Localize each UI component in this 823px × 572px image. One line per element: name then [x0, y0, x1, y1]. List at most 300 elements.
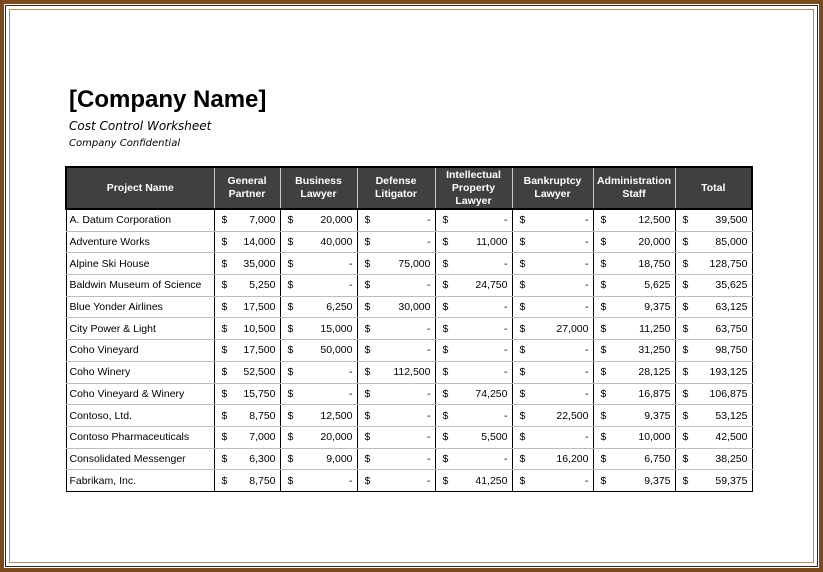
amount-value: - — [427, 214, 431, 227]
amount-value: 12,500 — [638, 214, 671, 227]
cell-project-name[interactable]: Coho Winery — [66, 361, 214, 383]
cell-general-partner[interactable] — [214, 340, 280, 362]
amount-value: 7,000 — [249, 431, 276, 444]
amount-value: 10,000 — [638, 431, 671, 444]
cell-general-partner[interactable] — [214, 448, 280, 470]
cell-business-lawyer[interactable] — [280, 231, 357, 253]
cell-bankruptcy-lawyer[interactable] — [512, 340, 593, 362]
cell-business-lawyer[interactable] — [280, 209, 357, 231]
currency-symbol: $ — [287, 387, 294, 400]
cell-general-partner[interactable] — [214, 275, 280, 297]
currency-symbol: $ — [600, 474, 607, 487]
amount-value: 7,000 — [249, 214, 276, 227]
cell-ip-lawyer[interactable] — [435, 231, 512, 253]
currency-symbol: $ — [600, 214, 607, 227]
amount-value: 9,000 — [326, 452, 353, 465]
currency-symbol: $ — [287, 366, 294, 379]
cell-ip-lawyer[interactable] — [435, 383, 512, 405]
currency-symbol: $ — [221, 452, 228, 465]
currency-symbol: $ — [682, 474, 689, 487]
cell-business-lawyer[interactable] — [280, 426, 357, 448]
currency-symbol: $ — [600, 409, 607, 422]
currency-symbol: $ — [221, 474, 228, 487]
currency-symbol: $ — [221, 344, 228, 357]
amount-value: - — [585, 257, 589, 270]
amount-value: - — [504, 322, 508, 335]
col-header-ip-lawyer[interactable]: Intellectual Property Lawyer — [435, 167, 512, 209]
cell-ip-lawyer[interactable] — [435, 209, 512, 231]
cell-project-name[interactable]: Fabrikam, Inc. — [66, 470, 214, 492]
cell-business-lawyer[interactable] — [280, 383, 357, 405]
cell-admin-staff[interactable] — [593, 231, 675, 253]
cell-admin-staff[interactable] — [593, 448, 675, 470]
currency-symbol: $ — [364, 214, 371, 227]
amount-value: 9,375 — [644, 301, 671, 314]
currency-symbol: $ — [442, 301, 449, 314]
cell-business-lawyer[interactable] — [280, 253, 357, 275]
cell-total[interactable] — [675, 231, 752, 253]
amount-value: - — [427, 322, 431, 335]
currency-symbol: $ — [364, 301, 371, 314]
cell-total[interactable] — [675, 340, 752, 362]
cell-total[interactable] — [675, 405, 752, 427]
cell-business-lawyer[interactable] — [280, 470, 357, 492]
amount-value: 8,750 — [249, 409, 276, 422]
amount-value: 31,250 — [638, 344, 671, 357]
currency-symbol: $ — [287, 214, 294, 227]
currency-symbol: $ — [600, 431, 607, 444]
col-header-project-name[interactable]: Project Name — [66, 167, 214, 209]
amount-value: 5,625 — [644, 279, 671, 292]
cell-admin-staff[interactable] — [593, 209, 675, 231]
currency-symbol: $ — [442, 409, 449, 422]
currency-symbol: $ — [221, 387, 228, 400]
cell-general-partner[interactable] — [214, 296, 280, 318]
amount-value: - — [585, 279, 589, 292]
table-row — [66, 253, 752, 275]
cost-table — [65, 166, 753, 492]
table-row — [66, 275, 752, 297]
currency-symbol: $ — [287, 236, 294, 249]
table-row — [66, 209, 752, 231]
cell-project-name[interactable]: Consolidated Messenger — [66, 448, 214, 470]
currency-symbol: $ — [519, 431, 526, 444]
cell-project-name[interactable]: Blue Yonder Airlines — [66, 296, 214, 318]
amount-value: 63,125 — [715, 301, 748, 314]
currency-symbol: $ — [364, 452, 371, 465]
currency-symbol: $ — [287, 409, 294, 422]
cell-bankruptcy-lawyer[interactable] — [512, 253, 593, 275]
currency-symbol: $ — [519, 474, 526, 487]
currency-symbol: $ — [442, 322, 449, 335]
currency-symbol: $ — [682, 387, 689, 400]
amount-value: 24,750 — [475, 279, 508, 292]
cell-admin-staff[interactable] — [593, 426, 675, 448]
cell-business-lawyer[interactable] — [280, 275, 357, 297]
cell-general-partner[interactable] — [214, 426, 280, 448]
amount-value: 17,500 — [243, 301, 276, 314]
cell-business-lawyer[interactable] — [280, 296, 357, 318]
cell-business-lawyer[interactable] — [280, 448, 357, 470]
amount-value: - — [585, 387, 589, 400]
amount-value: 38,250 — [715, 452, 748, 465]
amount-value: 74,250 — [475, 387, 508, 400]
amount-value: - — [427, 279, 431, 292]
cell-project-name[interactable]: Coho Vineyard & Winery — [66, 383, 214, 405]
amount-value: 5,250 — [249, 279, 276, 292]
currency-symbol: $ — [287, 452, 294, 465]
cell-admin-staff[interactable] — [593, 318, 675, 340]
cell-bankruptcy-lawyer[interactable] — [512, 361, 593, 383]
currency-symbol: $ — [519, 301, 526, 314]
amount-value: 20,000 — [638, 236, 671, 249]
table-row — [66, 340, 752, 362]
amount-value: - — [585, 214, 589, 227]
amount-value: 5,500 — [481, 431, 508, 444]
cell-total[interactable] — [675, 296, 752, 318]
amount-value: - — [504, 366, 508, 379]
currency-symbol: $ — [442, 452, 449, 465]
table-row — [66, 296, 752, 318]
currency-symbol: $ — [519, 387, 526, 400]
amount-value: 85,000 — [715, 236, 748, 249]
currency-symbol: $ — [364, 344, 371, 357]
cell-ip-lawyer[interactable] — [435, 405, 512, 427]
cell-defense-litigator[interactable] — [357, 318, 435, 340]
cell-business-lawyer[interactable] — [280, 318, 357, 340]
currency-symbol: $ — [364, 236, 371, 249]
amount-value: - — [427, 431, 431, 444]
cell-general-partner[interactable] — [214, 209, 280, 231]
amount-value: 75,000 — [398, 257, 431, 270]
amount-value: 11,250 — [639, 322, 671, 335]
currency-symbol: $ — [682, 257, 689, 270]
table-row — [66, 470, 752, 492]
currency-symbol: $ — [519, 257, 526, 270]
currency-symbol: $ — [442, 257, 449, 270]
confidential-label[interactable]: Company Confidential — [69, 138, 181, 149]
cell-total[interactable] — [675, 361, 752, 383]
currency-symbol: $ — [221, 257, 228, 270]
currency-symbol: $ — [600, 257, 607, 270]
cell-ip-lawyer[interactable] — [435, 361, 512, 383]
cell-defense-litigator[interactable] — [357, 231, 435, 253]
cell-general-partner[interactable] — [214, 383, 280, 405]
currency-symbol: $ — [442, 431, 449, 444]
amount-value: 20,000 — [320, 214, 353, 227]
cell-bankruptcy-lawyer[interactable] — [512, 383, 593, 405]
cell-defense-litigator[interactable] — [357, 470, 435, 492]
currency-symbol: $ — [221, 431, 228, 444]
amount-value: 9,375 — [644, 474, 671, 487]
cell-bankruptcy-lawyer[interactable] — [512, 231, 593, 253]
cell-project-name[interactable]: Alpine Ski House — [66, 253, 214, 275]
amount-value: 39,500 — [715, 214, 748, 227]
cell-business-lawyer[interactable] — [280, 361, 357, 383]
cell-project-name[interactable]: Contoso Pharmaceuticals — [66, 426, 214, 448]
amount-value: - — [504, 257, 508, 270]
cell-project-name[interactable]: Baldwin Museum of Science — [66, 275, 214, 297]
table-row — [66, 231, 752, 253]
amount-value: 18,750 — [638, 257, 671, 270]
amount-value: 50,000 — [320, 344, 353, 357]
amount-value: 15,750 — [243, 387, 276, 400]
amount-value: 6,300 — [249, 452, 276, 465]
amount-value: 9,375 — [644, 409, 671, 422]
amount-value: - — [585, 344, 589, 357]
amount-value: - — [349, 257, 353, 270]
currency-symbol: $ — [682, 214, 689, 227]
currency-symbol: $ — [442, 279, 449, 292]
cell-total[interactable] — [675, 470, 752, 492]
amount-value: - — [585, 474, 589, 487]
currency-symbol: $ — [682, 452, 689, 465]
currency-symbol: $ — [682, 366, 689, 379]
currency-symbol: $ — [221, 366, 228, 379]
currency-symbol: $ — [600, 344, 607, 357]
currency-symbol: $ — [221, 301, 228, 314]
col-header-business-lawyer[interactable]: Business Lawyer — [280, 167, 357, 209]
cell-general-partner[interactable] — [214, 318, 280, 340]
amount-value: 41,250 — [475, 474, 508, 487]
amount-value: 16,200 — [556, 452, 589, 465]
cell-admin-staff[interactable] — [593, 470, 675, 492]
amount-value: - — [349, 366, 353, 379]
cell-project-name[interactable]: Contoso, Ltd. — [66, 405, 214, 427]
currency-symbol: $ — [519, 279, 526, 292]
amount-value: 40,000 — [320, 236, 353, 249]
table-body — [66, 209, 752, 491]
currency-symbol: $ — [221, 409, 228, 422]
cell-general-partner[interactable] — [214, 361, 280, 383]
amount-value: - — [427, 409, 431, 422]
amount-value: - — [504, 214, 508, 227]
col-header-total[interactable]: Total — [675, 167, 752, 209]
cell-ip-lawyer[interactable] — [435, 340, 512, 362]
cell-project-name[interactable]: City Power & Light — [66, 318, 214, 340]
amount-value: 20,000 — [320, 431, 353, 444]
col-header-bankruptcy-lawyer[interactable]: Bankruptcy Lawyer — [512, 167, 593, 209]
cell-admin-staff[interactable] — [593, 383, 675, 405]
amount-value: 35,000 — [243, 257, 276, 270]
table-row — [66, 361, 752, 383]
currency-symbol: $ — [600, 301, 607, 314]
cell-total[interactable] — [675, 426, 752, 448]
currency-symbol: $ — [287, 279, 294, 292]
cell-project-name[interactable]: A. Datum Corporation — [66, 209, 214, 231]
cell-defense-litigator[interactable] — [357, 296, 435, 318]
currency-symbol: $ — [442, 387, 449, 400]
amount-value: - — [585, 301, 589, 314]
amount-value: - — [504, 409, 508, 422]
currency-symbol: $ — [287, 322, 294, 335]
amount-value: - — [349, 474, 353, 487]
col-header-defense-litigator[interactable]: Defense Litigator — [357, 167, 435, 209]
cell-business-lawyer[interactable] — [280, 340, 357, 362]
cell-general-partner[interactable] — [214, 253, 280, 275]
amount-value: - — [427, 474, 431, 487]
currency-symbol: $ — [364, 279, 371, 292]
amount-value: 128,750 — [709, 257, 748, 270]
cell-ip-lawyer[interactable] — [435, 253, 512, 275]
cell-ip-lawyer[interactable] — [435, 426, 512, 448]
currency-symbol: $ — [519, 214, 526, 227]
currency-symbol: $ — [442, 366, 449, 379]
currency-symbol: $ — [682, 344, 689, 357]
amount-value: - — [504, 344, 508, 357]
currency-symbol: $ — [364, 366, 371, 379]
cell-total[interactable] — [675, 383, 752, 405]
cell-bankruptcy-lawyer[interactable] — [512, 426, 593, 448]
currency-symbol: $ — [682, 409, 689, 422]
amount-value: 106,875 — [709, 387, 748, 400]
currency-symbol: $ — [287, 301, 294, 314]
cell-ip-lawyer[interactable] — [435, 275, 512, 297]
cell-general-partner[interactable] — [214, 470, 280, 492]
col-header-general-partner[interactable]: General Partner — [214, 167, 280, 209]
cell-defense-litigator[interactable] — [357, 253, 435, 275]
cell-general-partner[interactable] — [214, 231, 280, 253]
company-name[interactable]: [Company Name] — [69, 86, 267, 113]
currency-symbol: $ — [364, 409, 371, 422]
currency-symbol: $ — [287, 474, 294, 487]
currency-symbol: $ — [600, 236, 607, 249]
currency-symbol: $ — [600, 452, 607, 465]
cell-ip-lawyer[interactable] — [435, 448, 512, 470]
cell-project-name[interactable]: Adventure Works — [66, 231, 214, 253]
currency-symbol: $ — [287, 257, 294, 270]
cell-bankruptcy-lawyer[interactable] — [512, 448, 593, 470]
amount-value: 52,500 — [243, 366, 276, 379]
cell-business-lawyer[interactable] — [280, 405, 357, 427]
cell-bankruptcy-lawyer[interactable] — [512, 209, 593, 231]
currency-symbol: $ — [519, 322, 526, 335]
currency-symbol: $ — [519, 409, 526, 422]
amount-value: 12,500 — [320, 409, 353, 422]
currency-symbol: $ — [442, 236, 449, 249]
currency-symbol: $ — [442, 214, 449, 227]
amount-value: 42,500 — [715, 431, 748, 444]
table-row — [66, 405, 752, 427]
currency-symbol: $ — [221, 214, 228, 227]
amount-value: - — [427, 236, 431, 249]
cell-defense-litigator[interactable] — [357, 405, 435, 427]
amount-value: 17,500 — [243, 344, 276, 357]
col-header-admin-staff[interactable]: Administration Staff — [593, 167, 675, 209]
cell-defense-litigator[interactable] — [357, 340, 435, 362]
cell-total[interactable] — [675, 448, 752, 470]
cell-admin-staff[interactable] — [593, 340, 675, 362]
amount-value: 30,000 — [398, 301, 431, 314]
currency-symbol: $ — [364, 431, 371, 444]
amount-value: - — [585, 431, 589, 444]
amount-value: - — [585, 236, 589, 249]
amount-value: 16,875 — [638, 387, 671, 400]
amount-value: - — [427, 452, 431, 465]
amount-value: - — [349, 387, 353, 400]
amount-value: 193,125 — [709, 366, 748, 379]
cell-defense-litigator[interactable] — [357, 426, 435, 448]
amount-value: - — [349, 279, 353, 292]
currency-symbol: $ — [600, 366, 607, 379]
amount-value: - — [585, 366, 589, 379]
amount-value: 59,375 — [715, 474, 748, 487]
table-row — [66, 318, 752, 340]
currency-symbol: $ — [221, 322, 228, 335]
cell-total[interactable] — [675, 318, 752, 340]
currency-symbol: $ — [682, 236, 689, 249]
currency-symbol: $ — [519, 366, 526, 379]
amount-value: 63,750 — [715, 322, 748, 335]
amount-value: 11,000 — [476, 236, 508, 249]
amount-value: 6,250 — [326, 301, 353, 314]
cell-defense-litigator[interactable] — [357, 448, 435, 470]
currency-symbol: $ — [364, 474, 371, 487]
currency-symbol: $ — [682, 431, 689, 444]
cell-ip-lawyer[interactable] — [435, 318, 512, 340]
cell-bankruptcy-lawyer[interactable] — [512, 318, 593, 340]
currency-symbol: $ — [519, 344, 526, 357]
cell-project-name[interactable]: Coho Vineyard — [66, 340, 214, 362]
cell-total[interactable] — [675, 275, 752, 297]
amount-value: 27,000 — [556, 322, 589, 335]
table-row — [66, 383, 752, 405]
currency-symbol: $ — [600, 279, 607, 292]
worksheet-title[interactable]: Cost Control Worksheet — [69, 119, 212, 133]
cell-bankruptcy-lawyer[interactable] — [512, 275, 593, 297]
cell-ip-lawyer[interactable] — [435, 296, 512, 318]
currency-symbol: $ — [519, 236, 526, 249]
currency-symbol: $ — [364, 322, 371, 335]
cell-total[interactable] — [675, 209, 752, 231]
amount-value: 35,625 — [715, 279, 748, 292]
amount-value: 10,500 — [243, 322, 276, 335]
cell-bankruptcy-lawyer[interactable] — [512, 470, 593, 492]
currency-symbol: $ — [682, 301, 689, 314]
currency-symbol: $ — [364, 387, 371, 400]
currency-symbol: $ — [287, 431, 294, 444]
cell-admin-staff[interactable] — [593, 253, 675, 275]
currency-symbol: $ — [600, 322, 607, 335]
currency-symbol: $ — [287, 344, 294, 357]
cell-defense-litigator[interactable] — [357, 361, 435, 383]
currency-symbol: $ — [442, 474, 449, 487]
cell-bankruptcy-lawyer[interactable] — [512, 296, 593, 318]
amount-value: - — [504, 452, 508, 465]
amount-value: 22,500 — [556, 409, 589, 422]
cell-total[interactable] — [675, 253, 752, 275]
cell-general-partner[interactable] — [214, 405, 280, 427]
currency-symbol: $ — [442, 344, 449, 357]
amount-value: 6,750 — [644, 452, 671, 465]
amount-value: 98,750 — [715, 344, 748, 357]
amount-value: - — [427, 344, 431, 357]
cell-admin-staff[interactable] — [593, 405, 675, 427]
cell-defense-litigator[interactable] — [357, 275, 435, 297]
currency-symbol: $ — [682, 322, 689, 335]
cell-admin-staff[interactable] — [593, 275, 675, 297]
cell-defense-litigator[interactable] — [357, 383, 435, 405]
cell-ip-lawyer[interactable] — [435, 470, 512, 492]
cell-admin-staff[interactable] — [593, 361, 675, 383]
cell-defense-litigator[interactable] — [357, 209, 435, 231]
cell-admin-staff[interactable] — [593, 296, 675, 318]
amount-value: 53,125 — [715, 409, 748, 422]
cell-bankruptcy-lawyer[interactable] — [512, 405, 593, 427]
currency-symbol: $ — [364, 257, 371, 270]
table-row — [66, 426, 752, 448]
currency-symbol: $ — [221, 279, 228, 292]
